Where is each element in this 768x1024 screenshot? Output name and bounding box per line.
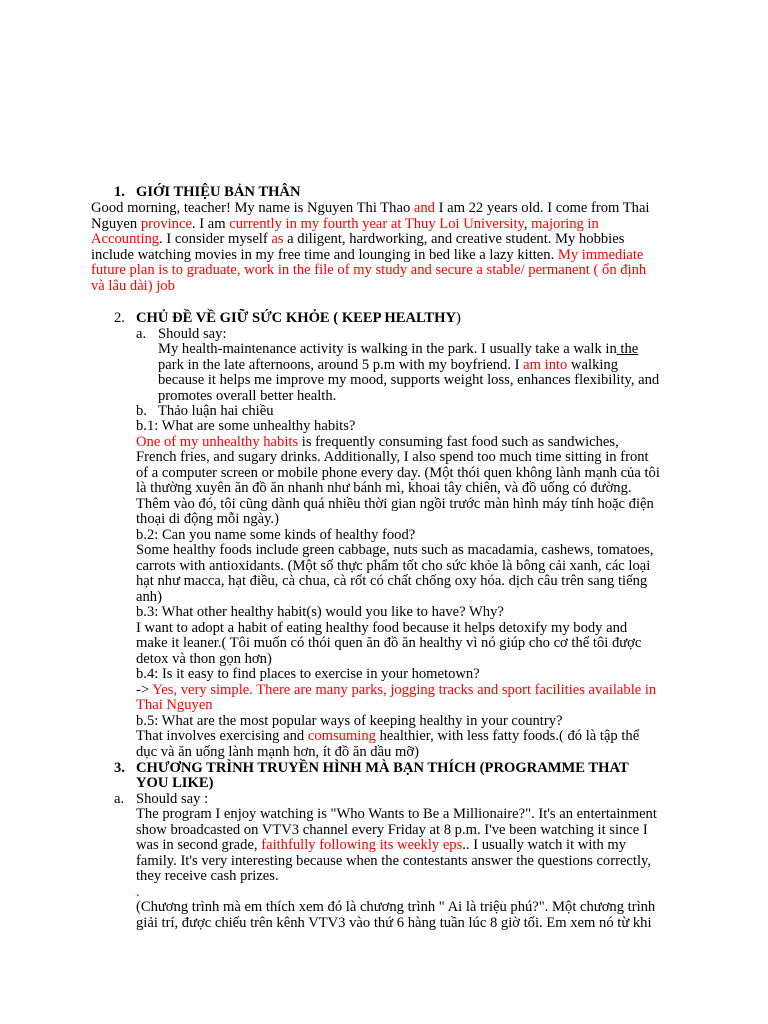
section-3-item-a-label: Should say : (136, 791, 209, 807)
section-3-item-a-marker: a. (114, 791, 125, 807)
text-run: b.5: What are the most popular ways of keeping healthy in your country? (136, 712, 563, 729)
section-2-heading (114, 311, 461, 327)
highlighted-text: currently in my fourth year at Thuy Loi University (229, 215, 524, 232)
section-3-item-a-line (136, 916, 652, 932)
text-run: b.4: Is it easy to find places to exercise in your hometown? (136, 666, 480, 682)
highlighted-text: và lâu dài) job (91, 278, 175, 294)
section-3-number: 3. (114, 760, 125, 776)
text-run: healthier, with less fatty foods.( đó là tập thể (375, 728, 640, 744)
highlighted-text: Yes, very simple. There are many parks, jogging tracks and sport facilities available in (152, 681, 657, 698)
text-run: hạt như macca, hạt điều, cà chua, cà rốt có chất chống oxy hóa. dịch câu trên sang tiếng (136, 573, 648, 589)
section-2-item-b-line (136, 590, 162, 606)
text-run: walking (567, 356, 619, 373)
section-3-item-a-line (136, 807, 657, 823)
section-1-line (91, 263, 646, 279)
item-b-label: Thảo luận hai chiều (158, 403, 274, 419)
section-2-item-b-line (136, 497, 654, 513)
text-run: , (523, 215, 532, 232)
section-2-item-b-line (136, 466, 660, 482)
section-2-item-b-line (136, 714, 562, 730)
text-run: b.1: What are some unhealthy habits? (136, 418, 356, 434)
section-2-item-b-line (136, 652, 272, 668)
section-1-line (91, 201, 650, 217)
section-1-line (91, 279, 175, 295)
highlighted-text: comsuming (307, 728, 376, 744)
section-3-item-a-line (136, 900, 655, 916)
text-run: Good morning, teacher! My name is Nguyen Thi Thao (91, 200, 414, 216)
section-2-item-b-line (136, 574, 647, 590)
text-run: they receive cash prizes. (136, 868, 279, 884)
text-run: because it helps me improve my mood, supports weight loss, enhances flexibility, and (158, 372, 660, 388)
text-run: (Chương trình mà em thích xem đó là chương trình " Ai là triệu phú?". Một chương trình (136, 899, 656, 915)
highlighted-text: future plan is to graduate, work in the file of my study and secure a stable/ permanent ( ổn định (91, 262, 647, 279)
text-run: My health-maintenance activity is walking in the park. I usually take a walk in (158, 341, 617, 357)
section-2-item-a-line (158, 358, 618, 374)
section-2-item-b-line (136, 543, 654, 559)
item-a-label: Should say: (158, 326, 227, 342)
text-run: giải trí, được chiếu trên kênh VTV3 vào thứ 6 hàng tuần lúc 8 giờ tối. Em xem nó từ khi (136, 914, 652, 931)
section-2-item-b-line (136, 745, 419, 761)
section-1-heading (114, 185, 301, 201)
text-run: Thêm vào đó, tôi cũng dành quá nhiều thời gian ngồi trước màn hình máy tính hoặc điện (136, 495, 654, 512)
text-run: dục và ăn uống lành mạnh hơn, ít đồ ăn dầu mỡ) (136, 743, 419, 760)
text-run: That involves exercising and (136, 728, 308, 744)
section-1-number: 1. (114, 184, 125, 200)
section-3-item-a-line (136, 869, 279, 885)
section-2-item-b-line (136, 729, 639, 745)
highlighted-text: faithfully following its weekly eps (261, 837, 463, 853)
text-run: of a computer screen or mobile phone every day. (Một thói quen không lành mạnh của tôi (136, 464, 660, 481)
section-2-number: 2. (114, 310, 125, 326)
item-b-marker: b. (136, 403, 147, 419)
section-2-item-b-line (136, 450, 649, 466)
text-run: thoại di động mỗi ngày.) (136, 511, 279, 527)
text-run: include watching movies in my free time and lounging in bed like a lazy kitten. (91, 246, 558, 263)
text-run: show broadcasted on VTV3 channel every Friday at 8 p.m. I've been watching it since I (136, 821, 648, 838)
section-2-item-b-line (136, 528, 415, 544)
text-run: was in second grade, (136, 837, 262, 853)
section-2-item-a-line (158, 389, 336, 405)
section-3-item-a-line (136, 885, 140, 901)
section-2-item-b-line (136, 621, 627, 637)
highlighted-text: My immediate (557, 246, 644, 263)
section-2-item-b-line (136, 667, 480, 683)
highlighted-text: . (136, 883, 140, 900)
text-run: promotes overall better health. (158, 387, 337, 404)
section-2-item-a-line (158, 342, 638, 358)
text-run: Some healthy foods include green cabbage, nuts such as macadamia, cashews, tomatoes, (136, 542, 654, 558)
section-1-line (91, 232, 624, 248)
text-run: The program I enjoy watching is "Who Wants to Be a Millionaire?". It's an entertainment (136, 806, 657, 822)
text-run: I am 22 years old. I come from Thai (434, 200, 650, 216)
highlighted-text: and (413, 200, 435, 216)
highlighted-text: Thai Nguyen (136, 697, 213, 713)
section-2-title: CHỦ ĐỀ VỀ GIỮ SỨC KHỎE ( KEEP HEALTHY (136, 310, 457, 326)
text-run: French fries, and sugary drinks. Additionally, I also spend too much time sitting in front (136, 449, 649, 465)
item-a-marker: a. (136, 326, 147, 342)
section-2-item-a-line (158, 373, 659, 389)
text-run: -> (136, 681, 153, 698)
text-run: b.3: What other healthy habit(s) would you like to have? Why? (136, 604, 504, 620)
section-2-item-b-line (136, 683, 656, 699)
section-2-item-b-line (136, 559, 650, 575)
text-run: . I am (191, 215, 230, 232)
section-2-item-b-line (136, 698, 213, 714)
text-run: I want to adopt a habit of eating healthy food because it helps detoxify my body and (136, 619, 628, 636)
section-1-line (91, 248, 643, 264)
highlighted-text: majoring in (531, 215, 599, 232)
section-2-item-b-line (136, 481, 632, 497)
highlighted-text: One of my unhealthy habits (136, 433, 299, 450)
text-run: make it leaner.( Tôi muốn có thói quen ăn đồ ăn healthy vì nó giúp cho cơ thể tôi được (136, 635, 642, 651)
section-3-item-a-line (136, 823, 648, 839)
section-3-item-a-line (136, 838, 626, 854)
text-run: là thường xuyên ăn đồ ăn nhanh như bánh mì, khoai tây chiên, và đồ uống có đường. (136, 480, 632, 496)
highlighted-text: am into (523, 356, 568, 373)
section-2-item-b-line (136, 435, 619, 451)
section-3-item-a-line (136, 854, 651, 870)
section-1-line (91, 217, 599, 233)
text-run: family. It's very interesting because when the contestants answer the questions correctly, (136, 852, 651, 869)
section-3-title-line-1: CHƯƠNG TRÌNH TRUYỀN HÌNH MÀ BẠN THÍCH (PROGRAMME THAT (136, 760, 629, 776)
text-run: a diligent, hardworking, and creative student. My hobbies (283, 231, 625, 248)
section-2-item-b-line (136, 512, 279, 528)
section-3-title-line-2: YOU LIKE) (136, 775, 214, 791)
text-run: .. I usually watch it with my (462, 837, 627, 853)
text-run: is frequently consuming fast food such as sandwiches, (298, 433, 619, 450)
highlighted-text: province (140, 215, 192, 232)
text-run: park in the late afternoons, around 5 p.m with my boyfriend. I (158, 356, 524, 373)
text-run: the (616, 341, 639, 357)
text-run: b.2: Can you name some kinds of healthy food? (136, 526, 416, 543)
highlighted-text: Accounting (91, 231, 160, 248)
highlighted-text: as (271, 231, 284, 248)
text-run: Nguyen (91, 215, 141, 232)
text-run: . I consider myself (159, 231, 272, 248)
section-2-item-b-line (136, 419, 355, 435)
section-2-item-b-line (136, 636, 641, 652)
section-2-title-tail: ) (456, 310, 461, 326)
section-1-title: GIỚI THIỆU BẢN THÂN (136, 184, 301, 200)
text-run: anh) (136, 588, 162, 605)
section-2-item-b-line (136, 605, 504, 621)
text-run: detox và thon gọn hơn) (136, 650, 272, 667)
text-run: carrots with antioxidants. (Một số thực phẩm tốt cho sức khỏe là bông cải xanh, các loại (136, 557, 651, 574)
